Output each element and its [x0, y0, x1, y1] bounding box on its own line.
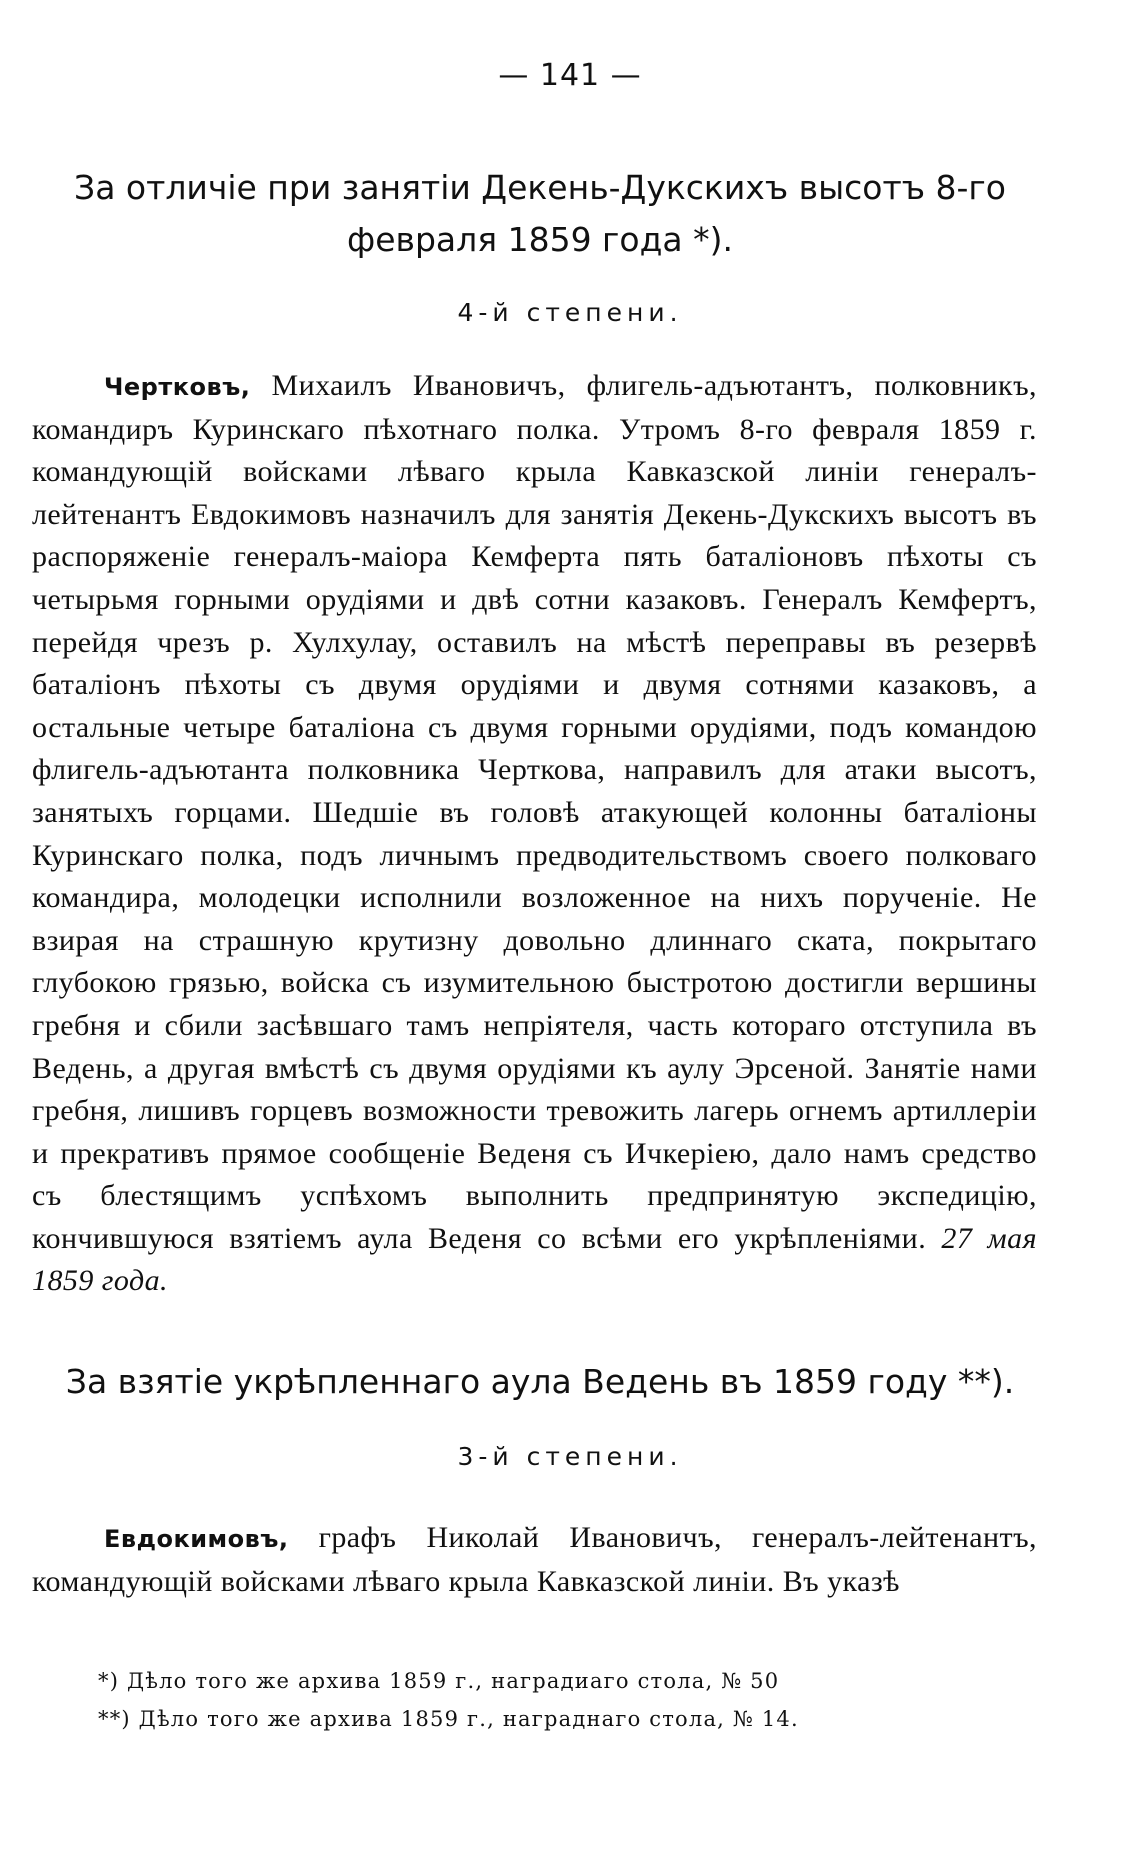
footnote-2: **) Дѣло того же архива 1859 г., награднаго стола, № 14. [98, 1707, 799, 1731]
paragraph-text-evdokimov: графъ Николай Ивановичъ, генералъ-лейтенантъ, командующій войсками лѣваго крыла Кавказской линіи. Въ указѣ [32, 1521, 1037, 1598]
person-name-chertkov: Чертковъ, [104, 373, 251, 401]
degree-heading-2: 3-й степени. [457, 1442, 683, 1471]
award-date: 27 мая 1859 года. [32, 1221, 1037, 1298]
person-name-evdokimov: Евдокимовъ, [104, 1525, 289, 1553]
paragraph-chertkov [32, 365, 1037, 1303]
footnote-1: *) Дѣло того же архива 1859 г., наградиаго стола, № 50 [98, 1669, 780, 1693]
footnotes [98, 1662, 998, 1738]
section-title-1: За отличіе при занятіи Декень-Дукскихъ высотъ 8-го февраля 1859 года *). [74, 168, 1006, 259]
paragraph-evdokimov [32, 1517, 1037, 1603]
paragraph-text-chertkov: Михаилъ Ивановичъ, флигель-адъютантъ, полковникъ, командиръ Куринскаго пѣхотнаго полка. Утромъ 8-го февраля 1859 г. командующій войсками лѣваго крыла Кавказской линіи генералъ-лейтенантъ Евдокимовъ назначилъ для занятія Декень-Дукскихъ высотъ въ распоряженіе генералъ-маіора Кемферта пять баталіоновъ пѣхоты съ четырьмя горными орудіями и двѣ сотни казаковъ. Генералъ Кемфертъ, перейдя чрезъ р. Хулхулау, оставилъ на мѣстѣ переправы въ резервѣ баталіонъ пѣхоты съ двумя орудіями и двумя сотнями казаковъ, а остальные четыре баталіона съ двумя горными орудіями, подъ командою флигель-адъютанта полковника Черткова, направилъ для атаки высотъ, занятыхъ горцами. Шедшіе въ головѣ атакующей колонны баталіоны Куринскаго полка, подъ личнымъ предводительствомъ своего полковаго командира, молодецки исполнили возложенное на нихъ порученіе. Не взирая на страшную крутизну довольно длиннаго ската, покрытаго глубокою грязью, войска съ изумительною быстротою достигли вершины гребня и сбили засѣвшаго тамъ непріятеля, часть котораго отступила въ Ведень, а другая вмѣстѣ съ двумя орудіями къ аулу Эрсеной. Занятіе нами гребня, лишивъ горцевъ возможности тревожить лагерь огнемъ артиллеріи и прекративъ прямое сообщеніе Веденя съ Ичкеріею, дало намъ средство съ блестящимъ успѣхомъ выполнить предпринятую экспедицію, кончившуюся взятіемъ аула Веденя со всѣми его укрѣпленіями. [32, 369, 1037, 1255]
section-title-2: За взятіе укрѣпленнаго аула Ведень въ 1859 году **). [65, 1362, 1015, 1401]
page-number: — 141 — [498, 58, 642, 93]
degree-heading-1: 4-й степени. [457, 298, 683, 327]
